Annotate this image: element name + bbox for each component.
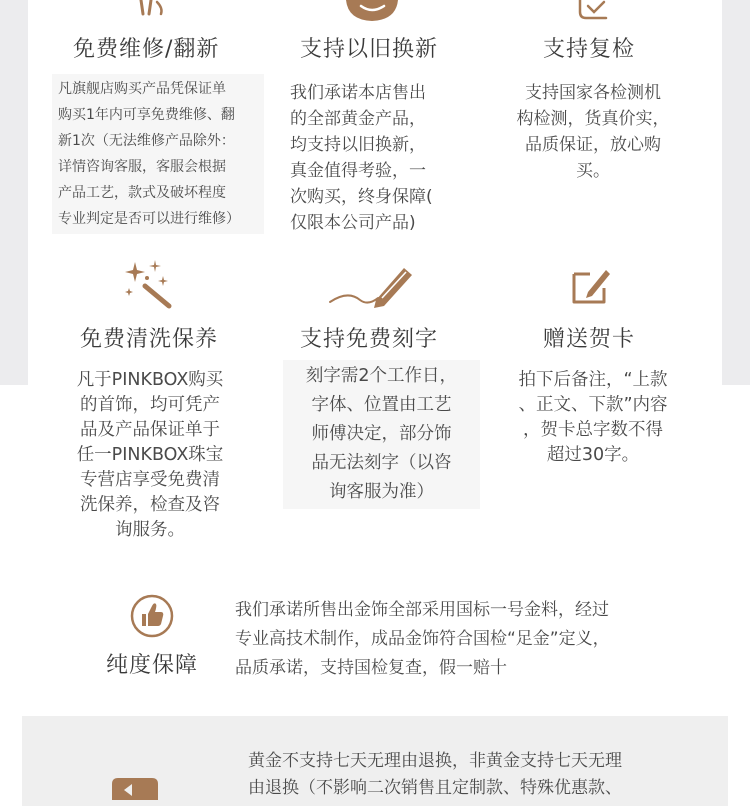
desc-line: 任一PINKBOX珠宝 [76,445,224,465]
document-check-icon [572,0,616,22]
desc-line: 洗保养，检查及咨 [80,495,220,515]
desc-line: 支持国家各检测机 [525,83,661,103]
desc-line: 由退换（不影响二次销售且定制款、特殊优惠款、 [248,778,622,798]
sparkle-wand-icon [123,258,177,310]
returns-description [248,748,698,802]
desc-line: 我们承诺本店售出 [290,83,426,103]
desc-line: 字体、位置由工艺 [311,395,452,415]
desc-line: 凡旗舰店购买产品凭保证单 [58,81,226,97]
desc-line: 我们承诺所售出金饰全部采用国标一号金料，经过 [235,600,609,620]
desc-line: 专营店享受免费清 [80,470,220,490]
page-background-right [722,0,750,385]
desc-line: 专业判定是否可以进行维修） [58,211,240,227]
service-desc-greeting-card [503,368,683,468]
exchange-icon [344,0,400,22]
desc-line: 超过30字。 [546,445,640,465]
desc-line: 专业高技术制作，成品金饰符合国检“足金”定义， [235,629,610,649]
desc-line: 师傅决定，部分饰 [311,424,452,444]
service-title-greeting-card: 赠送贺卡 [543,327,636,352]
service-title-recheck: 支持复检 [543,37,636,62]
desc-line: 详情咨询客服，客服会根据 [58,159,226,175]
desc-line: 拍下后备注，“上款 [518,370,668,390]
desc-line: 询客服为准） [329,482,434,502]
desc-line: 、正文、下款”内容 [518,395,668,415]
engraving-pen-icon [328,262,418,308]
service-desc-recheck [503,80,683,184]
desc-line: 凡于PINKBOX购买 [76,370,224,390]
service-desc-engraving [283,360,480,509]
purity-description [235,596,695,683]
desc-line: 产品工艺，款式及破坏程度 [58,185,226,201]
service-desc-repair [52,74,264,234]
desc-line: 均支持以旧换新， [290,135,426,155]
desc-line: 构检测，货真价实， [516,109,670,129]
thumbs-up-icon [130,594,174,638]
desc-line: 的首饰，均可凭产 [80,395,220,415]
desc-line: 品质承诺，支持国检复查，假一赔十 [235,658,507,678]
service-title-cleaning: 免费清洗保养 [80,327,219,352]
greeting-card-icon [570,266,612,306]
desc-line: 新1次（无法维修产品除外： [58,133,235,149]
wrench-icon [133,0,173,18]
desc-line: 品质保证，放心购 [525,135,661,155]
desc-line: 真金值得考验，一 [290,161,426,181]
service-desc-trade-in [290,80,470,236]
desc-line: 仅限本公司产品) [290,213,416,233]
service-title-trade-in: 支持以旧换新 [300,37,439,62]
desc-line: 次购买，终身保障( [290,187,433,207]
service-desc-cleaning [50,368,250,543]
return-box-icon [110,776,160,800]
purity-title: 纯度保障 [106,653,199,678]
desc-line: 黄金不支持七天无理由退换，非黄金支持七天无理 [248,751,622,771]
desc-line: 购买1年内可享免费维修、翻 [58,107,235,123]
desc-line: 的全部黄金产品， [290,109,426,129]
desc-line: ，贺卡总字数不得 [523,420,663,440]
desc-line: 刻字需2个工作日， [305,366,458,386]
service-title-repair: 免费维修/翻新 [73,37,220,62]
desc-line: 品无法刻字（以咨 [311,453,452,473]
service-title-engraving: 支持免费刻字 [300,327,439,352]
desc-line: 询服务。 [115,520,185,540]
desc-line: 买。 [576,161,610,181]
desc-line: 品及产品保证单于 [80,420,220,440]
